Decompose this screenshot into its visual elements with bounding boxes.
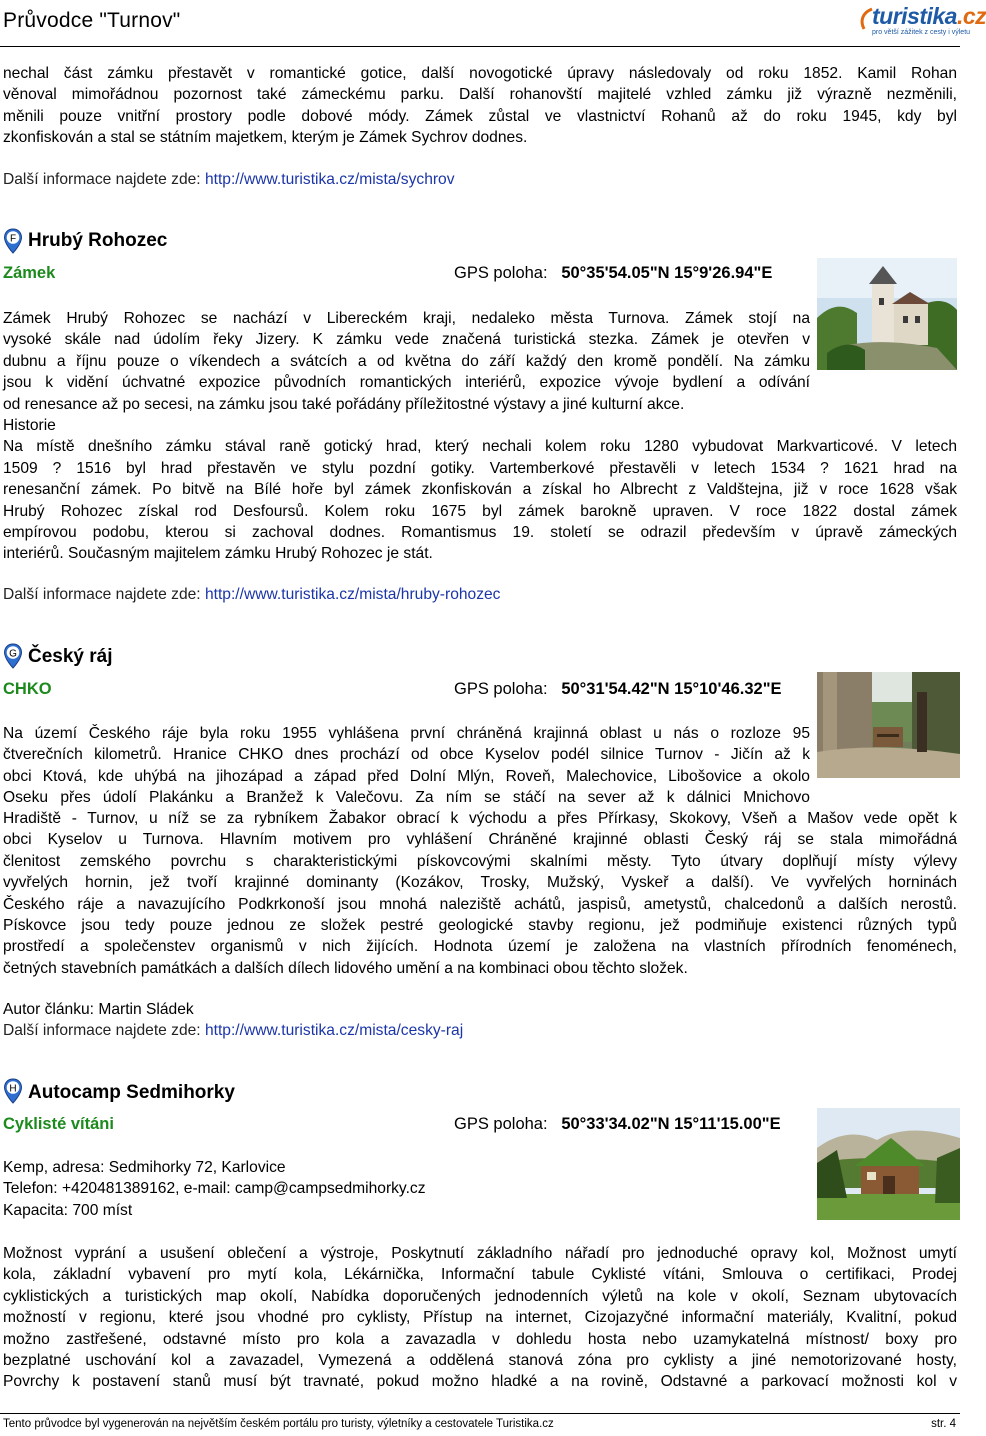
document-title: Průvodce "Turnov" xyxy=(3,9,181,32)
section-text-hruby-rohozec: Zámek Hrubý Rohozec se nachází v Libereckém kraji, nedaleko města Turnova. Zámek stojí na vysoké skále nad údolím řeky Jizery. K zámku vede značená turistická stezka. Zámek je otevřen v dubnu a říjnu pouze o víkendech a svátcích a od května do září každý den kromě pondělí. Na zámku jsou k vidění úchvatné expozice původních romantických interiérů, expozice vývoje bydlení a odívání od renesance až po secesi, na zámku jsou také pořádány příležitostné výstavy a jiné kulturní akce. xyxy=(3,310,810,413)
category-label: Zámek xyxy=(3,264,56,282)
intro-more-link[interactable]: http://www.turistika.cz/mista/sychrov xyxy=(204,171,455,188)
section-text-cesky-raj-a: Na území Českého ráje byla roku 1955 vyhlášena první chráněná krajinná oblast u nás o rozloze 95 čtverečních kilometrů. Hranice CHKO dnes prochází od obce Kyselov podél silnice Turnov - Jičín až k obci Ktová, kde uhýbá na jihozápad a západ před Dolní Mlýn, Roveň, Malechovice, Libošovice a okolo Oseku přes údolí Plakánku a Branžež k Valečovu. Za ním se stáčí na sever až k dálnici Mnichovo xyxy=(3,725,810,807)
author-line: Autor článku: Martin Sládek xyxy=(3,1001,194,1018)
more-link-hruby-rohozec[interactable]: http://www.turistika.cz/mista/hruby-rohozec xyxy=(204,586,501,603)
intro-more-info: Další informace najdete zde: http://www.turistika.cz/mista/sychrov xyxy=(3,171,455,188)
svg-text:H: H xyxy=(9,1083,17,1095)
svg-text:F: F xyxy=(9,233,17,245)
map-marker-icon xyxy=(3,228,23,254)
map-marker-icon xyxy=(3,1078,23,1104)
category-label: Cyklisté vítáni xyxy=(3,1115,114,1133)
header-divider xyxy=(0,46,960,47)
page-number: str. 4 xyxy=(931,1418,956,1430)
section-title-hruby-rohozec: Hrubý Rohozec xyxy=(28,230,168,251)
svg-text:G: G xyxy=(9,648,17,660)
category-label: CHKO xyxy=(3,680,52,698)
section-title-autocamp-sedmihorky: Autocamp Sedmihorky xyxy=(28,1082,235,1103)
footer-divider xyxy=(0,1413,960,1414)
logo-tagline: pro větší zážitek z cesty i výletu xyxy=(872,29,971,36)
section-text-cesky-raj-b: Hradiště - Turnov, u níž se za rybníkem Žabakor obrací k východu a přes Přírkasy, Skokovy, Všeň a Mašov vede opět k obci Kyselov u Turnova. Hlavním motivem pro vyhlášení Chráněné krajinné oblasti Český ráj se stala mimořádná členitost zemského povrchu s charakteristickými pískovcovými skalními městy. Tyto útvary doplňují místy výlevy vyvřelých hornin, jež tvoří krajinné dominanty (Kozákov, Trosky, Mužský, Vyskeř a další). Ve vyvřelých horninách Českého ráje a navazujícího Podkrkonoší jsou mnohá naleziště achátů, jaspisů, ametystů, chalcedonů a dalších nerostů. Pískovce jsou tedy pouze jednou ze složek pestré geologické stavby regionu, jež podmiňuje existenci různých typů prostředí a společenstev organismů v nich žijících. Hodnota území je založena na vlastních přírodních fenoménech, četných stavebních památkách a dalších dílech lidového umění a na kombinaci obou těchto složek. xyxy=(3,810,957,977)
autocamp-photo xyxy=(817,1108,960,1220)
gps-position: GPS poloha: 50°33'34.02"N 15°11'15.00"E xyxy=(454,1115,781,1133)
section-text-autocamp: Možnost vyprání a usušení oblečení a výstroje, Poskytnutí základního nářadí pro jednoduché opravy kol, Možnost umytí kola, základní vybavení pro mytí kola, Lékárnička, Informační tabule Cyklisté vítáni, Smlouva o certifikaci, Prodej cyklistických a turistických map okolí, Nabídka doporučených jednodenních výletů na kole v okolí, Seznam ubytovacích možností v regionu, které jsou vhodné pro cyklisty, Přístup na internet, Cizojazyčné informační materiály, Kvalitní, pokud možno zastřešené, odstavné místo pro kola a zavazadla v dohledu hosta nebo uzamykatelná místnost/ boxy pro bezplatné uschování kol a zavazadel, Vymezená a oddělená stanová zóna pro cyklisty a jiné nemotorizované hosty, Povrchy k postavení stanů musí být travnaté, pokud možno hladké a na rovině, Odstavné a parkovací možnosti kol v xyxy=(3,1245,957,1391)
section-history-hruby-rohozec: Historie Na místě dnešního zámku stával raně gotický hrad, který nechali kolem roku 1280 vybudovat Markvarticové. V letech 1509 ? 1516 byl hrad přestavěn ve stylu pozdní gotiky. Vartemberkové přestavěli v letech 1534 ? 1621 hrad na renesanční zámek. Po bitvě na Bílé hoře byl zámek zkonfiskován a získal ho Albrecht z Valdštejna, již v roce 1628 však Hrubý Rohozec získal rod Desfoursů. Kolem roku 1675 byl zámek barokně upraven. V roce 1822 dostal zámek empírovou podobu, kterou si zachoval dodnes. Romantismus 19. století se odrazil především v úpravě zámeckých interiérů. Současným majitelem zámku Hrubý Rohozec je stát. xyxy=(3,417,957,563)
section-title-cesky-raj: Český ráj xyxy=(28,646,113,667)
contact-info: Kemp, adresa: Sedmihorky 72, Karlovice Telefon: +420481389162, e-mail: camp@campsedmihorky.cz Kapacita: 700 míst xyxy=(3,1159,426,1219)
more-link-cesky-raj[interactable]: http://www.turistika.cz/mista/cesky-raj xyxy=(204,1022,464,1039)
logo-text: turistika.cz xyxy=(872,3,986,29)
cesky-raj-photo xyxy=(817,672,960,778)
map-marker-icon xyxy=(3,643,23,669)
more-info-cesky-raj: Další informace najdete zde: http://www.turistika.cz/mista/cesky-raj xyxy=(3,1022,464,1039)
gps-position: GPS poloha: 50°31'54.42"N 15°10'46.32"E xyxy=(454,680,782,698)
castle-photo xyxy=(817,258,957,370)
footer-text: Tento průvodce byl vygenerován na největším českém portálu pro turisty, výletníky a cestovatele Turistika.cz xyxy=(3,1418,554,1430)
intro-paragraph: nechal část zámku přestavět v romantické gotice, další novogotické úpravy následovaly od roku 1852. Kamil Rohan věnoval mimořádnou pozornost také zámeckému parku. Další rohanovští majitelé vzhled zámku již výrazně nezměnili, měnili pouze vnitřní prostory podle dobové módy. Zámek zůstal ve vlastnictví Rohanů až do roku 1945, kdy byl zkonfiskován a stal se státním majetkem, kterým je Zámek Sychrov dodnes. xyxy=(3,65,957,147)
more-info-hruby-rohozec: Další informace najdete zde: http://www.turistika.cz/mista/hruby-rohozec xyxy=(3,586,501,603)
turistika-logo[interactable] xyxy=(858,3,986,43)
page-header xyxy=(0,0,986,46)
gps-position: GPS poloha: 50°35'54.05"N 15°9'26.94"E xyxy=(454,264,773,282)
